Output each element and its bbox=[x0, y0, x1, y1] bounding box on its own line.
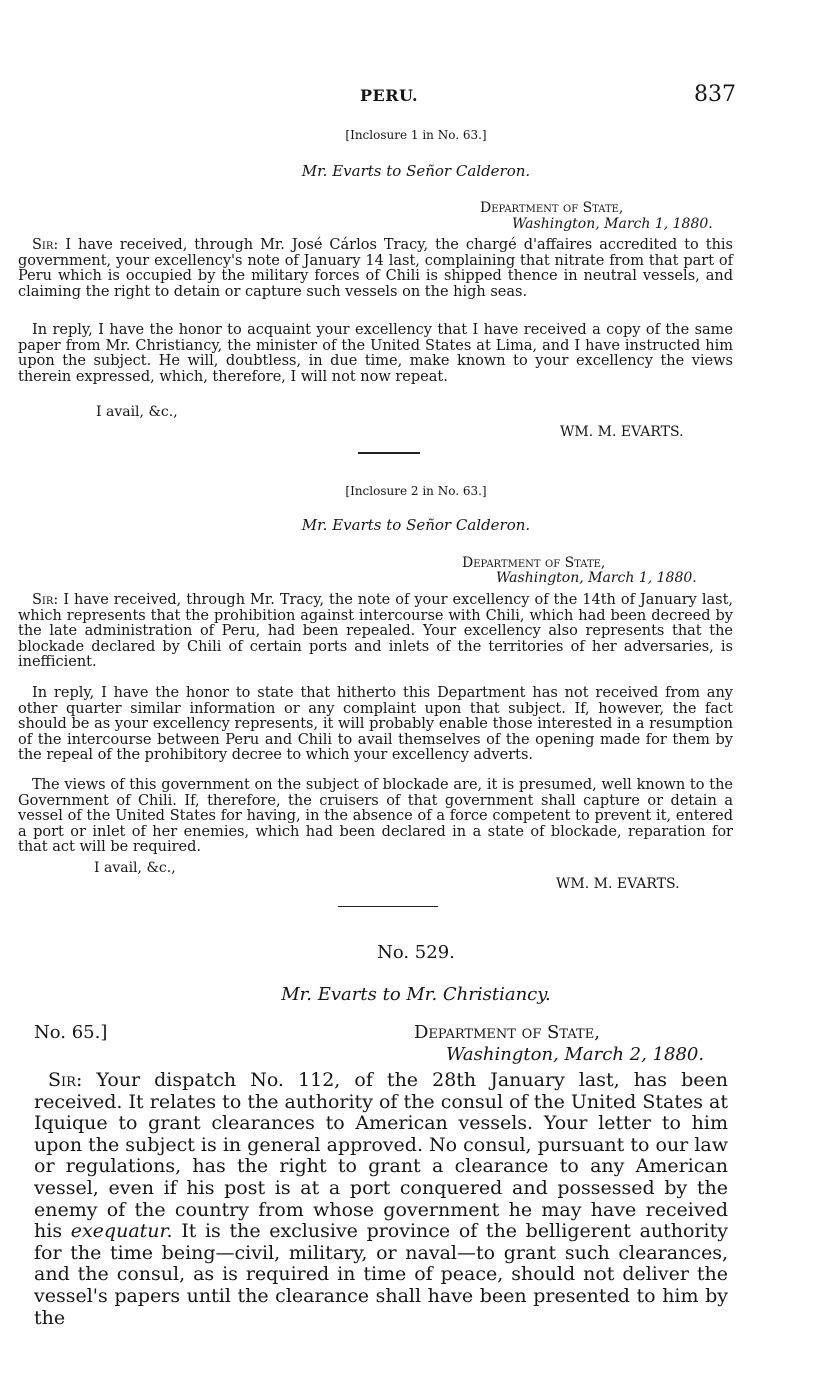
document-department: Department of State, bbox=[414, 1022, 600, 1043]
letter-2-closing: I avail, &c., bbox=[94, 860, 176, 876]
letter-1-place-date: Washington, March 1, 1880. bbox=[512, 216, 713, 232]
letter-2-heading: Mr. Evarts to Señor Calderon. bbox=[301, 516, 531, 534]
letter-2-signature: WM. M. EVARTS. bbox=[556, 876, 680, 892]
document-body: Sir: Your dispatch No. 112, of the 28th January last, has been received. It relates to the authority of the consul of the United States at Iquique to grant clearances to American vessels. Your letter to him upon the subject is in general approved. No consul, pursuant to our law or regulations, has the right to grant a clearance to any American vessel, even if his post is at a port conquered and possessed by the enemy of the country from whose government he may have received his exequatur. It is the exclusive province of the belligerent authority for the time being—civil, military, or naval—to grant such clearances, and the consul, as is required in time of peace, should not deliver the vessel's papers until the clearance shall have been presented to him by the bbox=[34, 1069, 729, 1329]
letter-1-signature: WM. M. EVARTS. bbox=[560, 424, 684, 440]
letter-1-heading: Mr. Evarts to Señor Calderon. bbox=[301, 162, 531, 180]
letter-2-paragraph-1: Sir: I have received, through Mr. Tracy, the note of your excellency of the 14th of January last, which represents that the prohibition against intercourse with Chili, which had been decreed by the late administration of Peru, had been repealed. Your excellency also represents that the blockade declared by Chili of certain ports and inlets of the territories of her adversaries, is inefficient. bbox=[18, 592, 734, 670]
letter-1-paragraph-2: In reply, I have the honor to acquaint your excellency that I have received a copy of the same paper from Mr. Christiancy, the minister of the United States at Lima, and I have instructed him upon the subject. He will, doubtless, in due time, make known to your excellency the views therein expressed, which, therefore, I will not now repeat. bbox=[18, 322, 733, 385]
letter-1-department: Department of State, bbox=[480, 200, 624, 216]
inclosure-2-label: [Inclosure 2 in No. 63.] bbox=[345, 484, 487, 498]
inclosure-1-label: [Inclosure 1 in No. 63.] bbox=[345, 128, 487, 142]
letter-2-paragraph-2: In reply, I have the honor to state that hitherto this Department has not received from any other quarter similar information or any complaint upon that subject. If, however, the fact should be as your excellency represents, it will probably enable those interested in a resumption of the intercourse between Peru and Chili to avail themselves of the opening made for them by the repeal of the prohibitory decree to which your excellency adverts. bbox=[18, 685, 733, 763]
letter-2-department: Department of State, bbox=[462, 555, 606, 571]
running-header-title: PERU. bbox=[360, 86, 419, 105]
letter-2-place-date: Washington, March 1, 1880. bbox=[496, 570, 697, 586]
page-number: 837 bbox=[694, 82, 736, 107]
document-place-date: Washington, March 2, 1880. bbox=[446, 1044, 705, 1065]
section-rule bbox=[338, 906, 438, 907]
salutation: Sir: bbox=[32, 592, 59, 608]
letter-1-closing: I avail, &c., bbox=[96, 404, 178, 420]
letter-2-paragraph-3: The views of this government on the subject of blockade are, it is presumed, well known to the Government of Chili. If, therefore, the cruisers of that government shall capture or detain a vessel of the United States for having, in the absence of a force competent to prevent it, entered a port or inlet of her enemies, which had been declared in a state of blockade, reparation for that act will be required. bbox=[18, 777, 733, 855]
separator-rule bbox=[358, 452, 420, 454]
dispatch-reference: No. 65.] bbox=[34, 1022, 108, 1043]
salutation: Sir: bbox=[32, 237, 59, 253]
document-number: No. 529. bbox=[377, 942, 455, 963]
exequatur-term: exequatur. bbox=[70, 1220, 173, 1243]
letter-1-paragraph-1: Sir: I have received, through Mr. José Cárlos Tracy, the chargé d'affaires accredited to this government, your excellency's note of January 14 last, complaining that nitrate from that part of Peru which is occupied by the military forces of Chili is shipped thence in neutral vessels, and claiming the right to detain or capture such vessels on the high seas. bbox=[18, 237, 733, 300]
salutation: Sir: bbox=[48, 1069, 83, 1091]
document-heading: Mr. Evarts to Mr. Christiancy. bbox=[281, 984, 551, 1005]
